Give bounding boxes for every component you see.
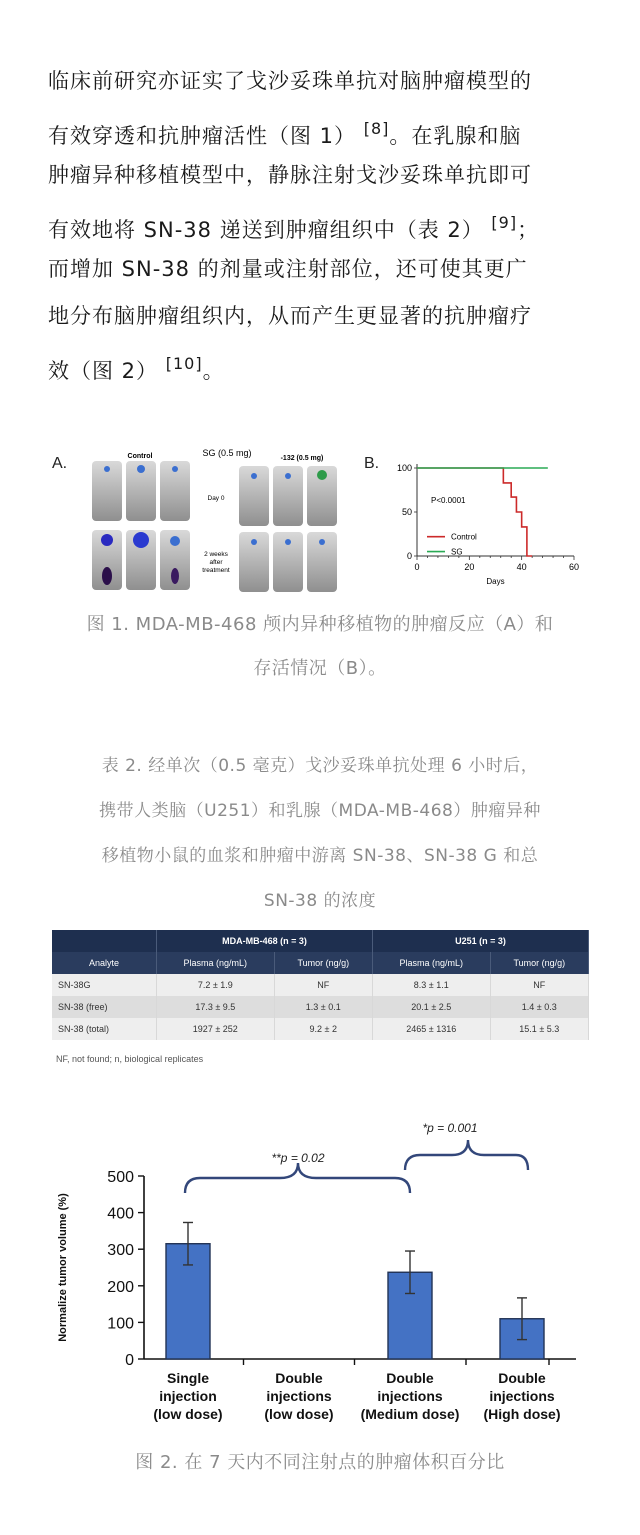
cell: NF bbox=[274, 974, 372, 996]
bar-category-label: injections bbox=[377, 1388, 443, 1404]
cell: 1.4 ± 0.3 bbox=[490, 996, 588, 1018]
para-line-7-tail: 。 bbox=[202, 359, 225, 383]
significance-bracket-1 bbox=[185, 1163, 410, 1193]
col-header-analyte: Analyte bbox=[52, 952, 157, 974]
bar-category-label: (low dose) bbox=[153, 1406, 223, 1422]
table-caption-line-2: 携带人类脑（U251）和乳腺（MDA-MB-468）肿瘤异种 bbox=[99, 801, 541, 821]
survival-y-tick-label: 100 bbox=[396, 463, 412, 473]
col-header-plasma-2: Plasma (ng/mL) bbox=[372, 952, 490, 974]
table-caption-line-1: 表 2. 经单次（0.5 毫克）戈沙妥珠单抗处理 6 小时后， bbox=[101, 756, 539, 776]
figure-1-caption-line-1: 图 1. MDA-MB-468 颅内异种移植物的肿瘤反应（A）和 bbox=[86, 614, 554, 635]
significance-label-1: **p = 0.02 bbox=[271, 1151, 325, 1165]
bar-category-label: Single bbox=[166, 1370, 210, 1386]
panel-a-label: A. bbox=[52, 455, 68, 472]
significance-bracket-2 bbox=[405, 1140, 528, 1170]
table-footnote: NF, not found; n, biological replicates bbox=[56, 1054, 204, 1064]
para-line-7-text: 效（图 2） bbox=[48, 359, 159, 383]
group-header-mda: MDA-MB-468 (n = 3) bbox=[157, 930, 373, 952]
control-label: Control bbox=[127, 453, 153, 460]
sg-dose-label: SG (0.5 mg) bbox=[202, 448, 252, 458]
weeks-label-3: treatment bbox=[202, 567, 230, 574]
bar-category-label: Double bbox=[498, 1370, 546, 1386]
cell: 8.3 ± 1.1 bbox=[372, 974, 490, 996]
para-line-4-text: 有效地将 SN-38 递送到肿瘤组织中（表 2） bbox=[48, 218, 484, 242]
survival-legend-label: Control bbox=[451, 532, 477, 542]
col-header-plasma-1: Plasma (ng/mL) bbox=[157, 952, 275, 974]
para-line-4-tail: ； bbox=[517, 218, 540, 242]
survival-x-tick-label: 60 bbox=[568, 562, 580, 572]
significance-label-2: *p = 0.001 bbox=[422, 1121, 478, 1135]
cell: 9.2 ± 2 bbox=[274, 1018, 372, 1040]
day0-label: Day 0 bbox=[207, 495, 225, 502]
bar-category-label: Double bbox=[386, 1370, 434, 1386]
survival-x-tick-label: 20 bbox=[464, 562, 475, 572]
weeks-label-1: 2 weeks bbox=[204, 551, 228, 558]
bar-y-tick-label: 300 bbox=[107, 1242, 134, 1260]
bar-y-tick-label: 200 bbox=[107, 1278, 134, 1296]
bar-category-label: (Medium dose) bbox=[360, 1406, 460, 1422]
panel-b-label: B. bbox=[364, 455, 380, 472]
bar-category-label: injections bbox=[489, 1388, 555, 1404]
concentration-table bbox=[52, 930, 589, 1040]
bar-y-tick-label: 0 bbox=[125, 1352, 134, 1369]
bar-category-label: injection bbox=[159, 1388, 217, 1404]
figure-2-bar-chart bbox=[40, 1110, 600, 1430]
col-header-tumor-2: Tumor (ng/g) bbox=[490, 952, 588, 974]
para-line-7 bbox=[48, 340, 608, 387]
para-line-1: 临床前研究亦证实了戈沙妥珠单抗对脑肿瘤模型的 bbox=[48, 69, 532, 93]
survival-legend-label: SG bbox=[451, 547, 463, 557]
bar-y-tick-label: 100 bbox=[107, 1315, 134, 1333]
reference-10-link[interactable]: [10] bbox=[165, 354, 203, 373]
reference-9-link[interactable]: [9] bbox=[491, 213, 518, 232]
figure-1 bbox=[52, 448, 592, 593]
weeks-label-2: after bbox=[209, 559, 223, 566]
cell: 1.3 ± 0.1 bbox=[274, 996, 372, 1018]
bar-y-tick-label: 400 bbox=[107, 1205, 134, 1223]
bar-category-label: injections bbox=[266, 1388, 332, 1404]
bar-category-label: (low dose) bbox=[264, 1406, 334, 1422]
para-line-2-text: 有效穿透和抗肿瘤活性（图 1） bbox=[48, 124, 357, 148]
table-caption-line-3: 移植物小鼠的血浆和肿瘤中游离 SN-38、SN-38 G 和总 bbox=[101, 846, 539, 866]
reference-8-link[interactable]: [8] bbox=[363, 119, 390, 138]
cell: 7.2 ± 1.9 bbox=[157, 974, 275, 996]
cell: 17.3 ± 9.5 bbox=[157, 996, 275, 1018]
figure-2-caption: 图 2. 在 7 天内不同注射点的肿瘤体积百分比 bbox=[135, 1452, 505, 1473]
survival-chart bbox=[397, 463, 579, 586]
survival-x-tick-label: 0 bbox=[414, 562, 420, 572]
survival-pvalue: P<0.0001 bbox=[431, 496, 466, 506]
survival-x-tick-label: 40 bbox=[516, 562, 527, 572]
cell: 2465 ± 1316 bbox=[372, 1018, 490, 1040]
para-line-4 bbox=[48, 199, 608, 246]
dose-132-label: -132 (0.5 mg) bbox=[280, 455, 324, 462]
survival-y-tick-label: 50 bbox=[401, 507, 412, 517]
bar-category-label: Double bbox=[275, 1370, 323, 1386]
cell: NF bbox=[490, 974, 588, 996]
col-header-tumor-1: Tumor (ng/g) bbox=[274, 952, 372, 974]
cell: SN-38G bbox=[52, 974, 157, 996]
bar-category-label: (High dose) bbox=[483, 1406, 561, 1422]
cell: SN-38 (total) bbox=[52, 1018, 157, 1040]
table-header-blank bbox=[52, 930, 157, 952]
cell: 15.1 ± 5.3 bbox=[490, 1018, 588, 1040]
bar-y-tick-label: 500 bbox=[107, 1169, 134, 1186]
survival-y-tick-label: 0 bbox=[406, 551, 412, 561]
para-line-2 bbox=[48, 105, 608, 152]
cell: 1927 ± 252 bbox=[157, 1018, 275, 1040]
para-line-6: 地分布脑肿瘤组织内，从而产生更显著的抗肿瘤疗 bbox=[48, 304, 532, 328]
para-line-2-tail: 。在乳腺和脑 bbox=[389, 124, 522, 148]
para-line-5: 而增加 SN-38 的剂量或注射部位，还可使其更广 bbox=[48, 257, 528, 281]
survival-line-control bbox=[417, 468, 532, 556]
bar-y-axis-label: Normalize tumor volume (%) bbox=[57, 1193, 69, 1342]
para-line-3: 肿瘤异种移植模型中，静脉注射戈沙妥珠单抗即可 bbox=[48, 163, 532, 187]
figure-1-caption-line-2: 存活情况（B）。 bbox=[253, 658, 387, 679]
table-row bbox=[52, 1018, 589, 1040]
body-paragraph bbox=[48, 58, 608, 387]
survival-x-axis-label: Days bbox=[486, 577, 505, 586]
group-header-u251: U251 (n = 3) bbox=[372, 930, 588, 952]
table-caption-line-4: SN-38 的浓度 bbox=[263, 891, 377, 911]
table-row bbox=[52, 996, 589, 1018]
table-row bbox=[52, 974, 589, 996]
cell: SN-38 (free) bbox=[52, 996, 157, 1018]
cell: 20.1 ± 2.5 bbox=[372, 996, 490, 1018]
